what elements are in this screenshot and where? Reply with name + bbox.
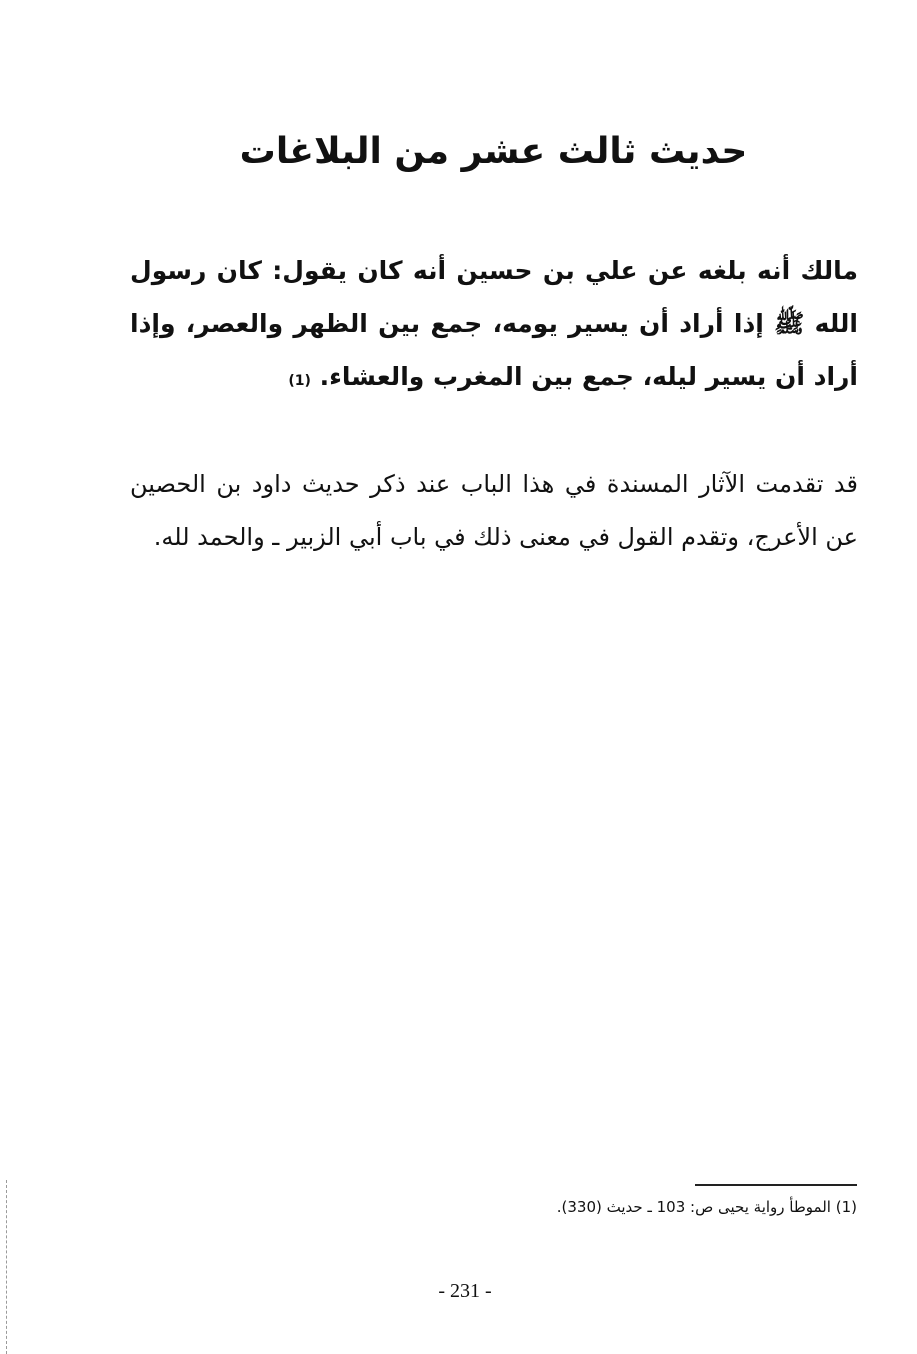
scan-edge-mark [6,1180,7,1354]
hadith-paragraph [130,244,858,408]
hadith-text: مالك أنه بلغه عن علي بن حسين أنه كان يقول: كان رسول الله ﷺ إذا أراد أن يسير يومه، جمع بين الظهر والعصر، وإذا أراد أن يسير ليله، جمع بين المغرب والعشاء. [130,256,858,391]
footnote-separator [695,1184,857,1186]
footnote: (1) الموطأ رواية يحيى ص: 103 ـ حديث (330). [556,1198,857,1216]
commentary-text: قد تقدمت الآثار المسندة في هذا الباب عند ذكر حديث داود بن الحصين عن الأعرج، وتقدم القول في معنى ذلك في باب أبي الزبير ـ والحمد لله. [130,470,858,551]
commentary-paragraph [130,458,858,564]
page-title: حديث ثالث عشر من البلاغات [239,131,748,172]
page-number: - 231 - [438,1280,492,1302]
footnote-reference: (1) [288,373,311,389]
